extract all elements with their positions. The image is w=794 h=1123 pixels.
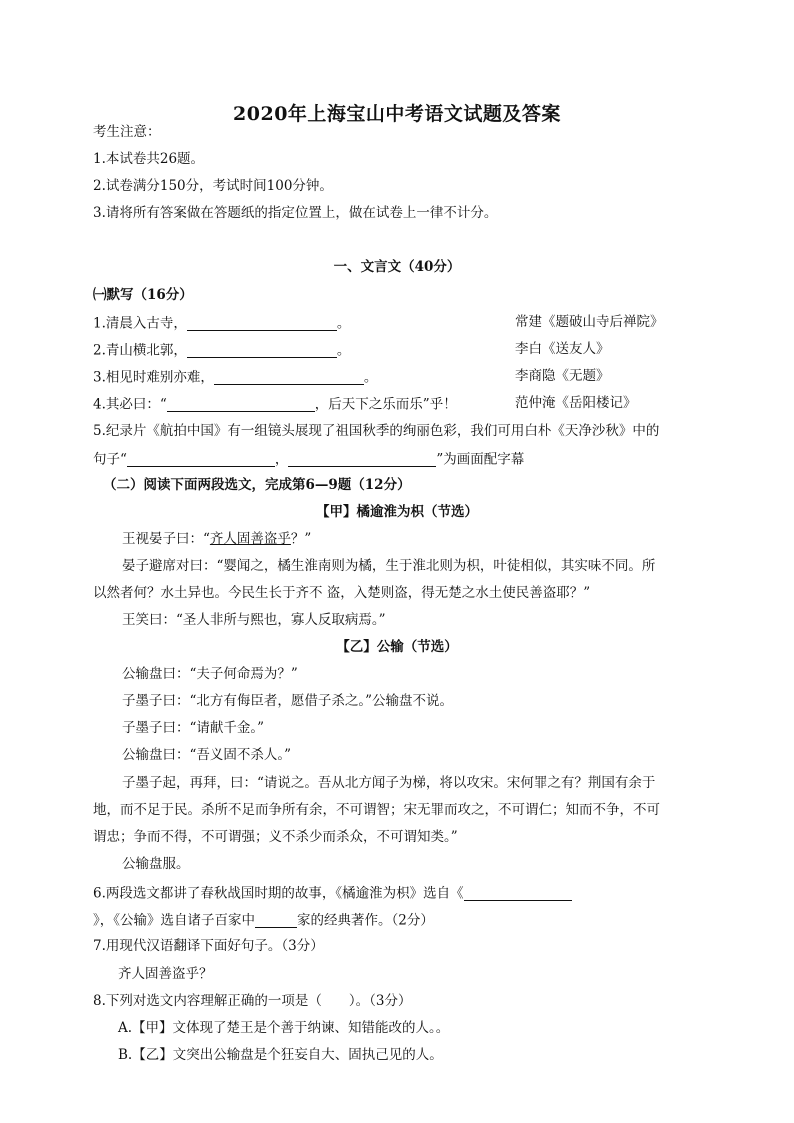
section-heading-classical-chinese: 一、文言文（40分） xyxy=(333,259,461,275)
question-3-end: 。 xyxy=(363,369,378,386)
question-3 xyxy=(93,370,377,385)
question-5-suffix: ”为画面配字幕 xyxy=(436,451,525,468)
answer-blank-2[interactable] xyxy=(187,343,337,358)
passage-b-paragraph-6: 公输盘服。 xyxy=(122,856,190,872)
question-1-end: 。 xyxy=(336,315,351,332)
question-2-author: 李白《送友人》 xyxy=(515,341,610,357)
passage-b-paragraph-5-line-3: 谓忠；争而不得，不可谓强；义不杀少而杀众，不可谓知类。” xyxy=(93,829,458,845)
part2-heading: （二）阅读下面两段选文，完成第6—9题（12分） xyxy=(103,477,411,493)
passage-b-heading: 【乙】公输（节选） xyxy=(336,639,458,655)
passage-b-paragraph-2: 子墨子曰：“北方有侮臣者，愿借子杀之。”公输盘不说。 xyxy=(122,693,454,709)
passage-a-paragraph-3: 王笑曰：“圣人非所与熙也，寡人反取病焉。” xyxy=(122,612,386,628)
question-4 xyxy=(93,397,457,412)
answer-blank-4[interactable] xyxy=(167,397,315,412)
question-2-text: 2.青山横北郭， xyxy=(93,342,187,359)
notice-item-1: 1.本试卷共26题。 xyxy=(93,151,205,167)
question-7-sentence: 齐人固善盗乎？ xyxy=(118,966,213,982)
question-6-line-1 xyxy=(93,886,572,901)
passage-a-heading: 【甲】橘逾淮为枳（节选） xyxy=(316,504,478,520)
question-3-text: 3.相见时难别亦难， xyxy=(93,369,214,386)
passage-a-paragraph-2-line-2: 以然者何？水土异也。今民生长于齐不 盗，入楚则盗，得无楚之水土使民善盗耶？” xyxy=(93,585,591,601)
question-8-option-b[interactable]: B.【乙】文突出公输盘是个狂妄自大、固执己见的人。 xyxy=(118,1047,443,1063)
question-2-end: 。 xyxy=(336,342,351,359)
passage-b-paragraph-4: 公输盘曰：“吾义固不杀人。” xyxy=(122,747,292,763)
question-1-text: 1.清晨入古寺， xyxy=(93,315,187,332)
answer-blank-6b[interactable] xyxy=(255,913,297,928)
question-5-line-2 xyxy=(93,452,524,467)
passage-a-underlined-sentence: 齐人固善盗乎 xyxy=(209,531,291,547)
question-6-text-2: 》，《公输》选自诸子百家中 xyxy=(93,912,255,929)
passage-b-paragraph-5-line-2: 地，而不足于民。杀所不足而争所有余，不可谓智；宋无罪而攻之，不可谓仁；知而不争，不可 xyxy=(93,802,660,818)
question-8-option-a[interactable]: A.【甲】文体现了楚王是个善于纳谏、知错能改的人。。 xyxy=(118,1020,450,1036)
question-5-line-1: 5.纪录片《航拍中国》有一组镜头展现了祖国秋季的绚丽色彩，我们可用白朴《天净沙秋》中的 xyxy=(93,423,660,439)
question-2 xyxy=(93,343,350,358)
passage-a-paragraph-1 xyxy=(122,533,311,547)
answer-blank-6a[interactable] xyxy=(464,886,572,901)
passage-a-paragraph-2-line-1: 晏子避席对曰：“婴闻之，橘生淮南则为橘，生于淮北则为枳，叶徒相似，其实味不同。所 xyxy=(122,558,656,574)
passage-b-paragraph-1: 公输盘曰：“夫子何命焉为？” xyxy=(122,666,298,682)
passage-b-paragraph-3: 子墨子曰：“请献千金。” xyxy=(122,720,265,736)
passage-a-p1-end: ？” xyxy=(290,531,312,547)
answer-blank-5b[interactable] xyxy=(288,452,436,467)
notice-item-3: 3.请将所有答案做在答题纸的指定位置上，做在试卷上一律不计分。 xyxy=(93,205,498,221)
question-8: 8.下列对选文内容理解正确的一项是（ ）。（3分） xyxy=(93,993,412,1009)
question-5-sep: ， xyxy=(274,451,289,468)
part1-heading: ㈠默写（16分） xyxy=(93,287,193,303)
answer-blank-1[interactable] xyxy=(187,316,337,331)
question-6-text-3: 家的经典著作。（2分） xyxy=(297,912,434,929)
question-1 xyxy=(93,316,350,331)
question-4-author: 范仲淹《岳阳楼记》 xyxy=(515,395,637,411)
passage-a-p1-start: 王视晏子曰：“ xyxy=(122,531,210,547)
answer-blank-3[interactable] xyxy=(214,370,364,385)
question-6-text: 6.两段选文都讲了春秋战国时期的故事，《橘逾淮为枳》选自《 xyxy=(93,885,464,902)
question-4-text: 4.其必曰：“ xyxy=(93,396,167,413)
exam-title: 2020年上海宝山中考语文试题及答案 xyxy=(233,103,561,125)
notice-item-2: 2.试卷满分150分，考试时间100分钟。 xyxy=(93,178,333,194)
question-4-end: ，后天下之乐而乐”乎！ xyxy=(314,396,457,413)
question-6-line-2 xyxy=(93,913,434,928)
notice-heading: 考生注意： xyxy=(93,124,161,140)
passage-b-paragraph-5-line-1: 子墨子起，再拜，曰：“请说之。吾从北方闻子为梯，将以攻宋。宋何罪之有？荆国有余于 xyxy=(122,775,656,791)
question-7: 7.用现代汉语翻译下面好句子。（3分） xyxy=(93,938,324,954)
question-1-author: 常建《题破山寺后禅院》 xyxy=(515,314,664,330)
question-5-prefix: 句子“ xyxy=(93,451,127,468)
question-3-author: 李商隐《无题》 xyxy=(515,368,610,384)
answer-blank-5a[interactable] xyxy=(127,452,275,467)
